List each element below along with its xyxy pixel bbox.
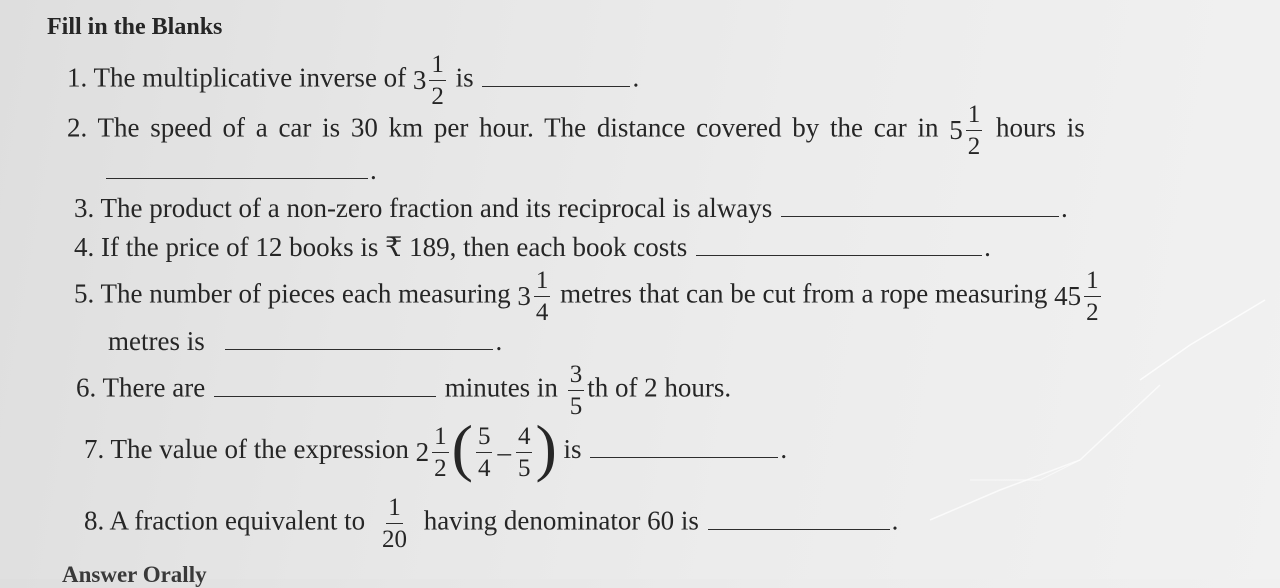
answer-blank[interactable] [106,178,368,179]
question-text: th of 2 hours. [587,372,732,403]
question-number: 7. [84,434,105,465]
question-2 [67,102,1085,159]
question-text: The value of the expression [110,434,409,465]
question-number: 6. [76,372,97,403]
answer-blank[interactable] [225,349,493,350]
question-text: The number of pieces each measuring [100,278,511,309]
mixed-number: 3 $\frac{1}{2}$ [412,51,444,110]
math-expression: 2 $\frac{1}{2}$ ( $\frac{5}{4}$ – $\frac{4}{5}$ ) [415,412,557,483]
answer-blank[interactable] [590,457,778,458]
question-5 [74,268,1104,325]
answer-blank[interactable] [214,396,436,397]
question-1: 1. The multiplicative inverse of 3 $\frac{1}{2}$ is . [67,51,640,110]
question-text: The product of a non-zero fraction and its reciprocal is always [100,193,773,223]
question-text: is [563,434,582,465]
mixed-number: 45 $\frac{1}{2}$ [1054,267,1099,326]
question-6 [76,362,731,419]
question-text: The multiplicative inverse of [93,62,407,93]
mixed-number: 3 $\frac{1}{4}$ [517,267,549,326]
question-number: 4. [74,232,95,262]
answer-blank[interactable] [781,216,1059,217]
answer-blank[interactable] [708,529,890,530]
question-text: hours is [995,112,1085,143]
question-number: 2. [67,112,88,143]
next-section-heading: Answer Orally [62,562,207,587]
question-text: having denominator 60 is [423,505,699,536]
question-3: 3. The product of a non-zero fraction and its reciprocal is always . [74,193,1068,223]
question-number: 3. [74,193,95,223]
question-8: 8. A fraction equivalent to $\frac{1}{20}$ having denominator 60 is . [84,494,899,553]
section-heading: Fill in the Blanks [47,14,223,40]
question-text: If the price of 12 books is ₹ 189, then each book costs [101,232,688,262]
question-text: minutes in [444,372,558,403]
answer-blank[interactable] [482,86,630,87]
question-5-continued: metres is . [108,326,503,356]
question-4: 4. If the price of 12 books is ₹ 189, then each book costs . [74,232,991,262]
fraction: $\frac{3}{5}$ [569,361,583,420]
question-2-blank-line: . [104,155,377,186]
question-text: A fraction equivalent to [109,505,366,536]
question-text: metres is [108,326,205,356]
fraction: $\frac{1}{20}$ [381,494,407,553]
question-number: 8. [84,505,105,536]
question-number: 1. [67,62,88,93]
mixed-number: 5 $\frac{1}{2}$ [949,101,981,160]
question-number: 5. [74,278,95,309]
question-text: There are [102,372,206,403]
question-text: metres that can be cut from a rope measuring [560,278,1048,309]
question-text: is [455,62,474,93]
question-text: The speed of a car is 30 km per hour. The distance covered by the car in [97,112,939,143]
question-7: 7. The value of the expression 2 $\frac{1}{2}$ ( $\frac{5}{4}$ – $\frac{4}{5}$ ) is . [84,412,788,483]
answer-blank[interactable] [696,255,982,256]
